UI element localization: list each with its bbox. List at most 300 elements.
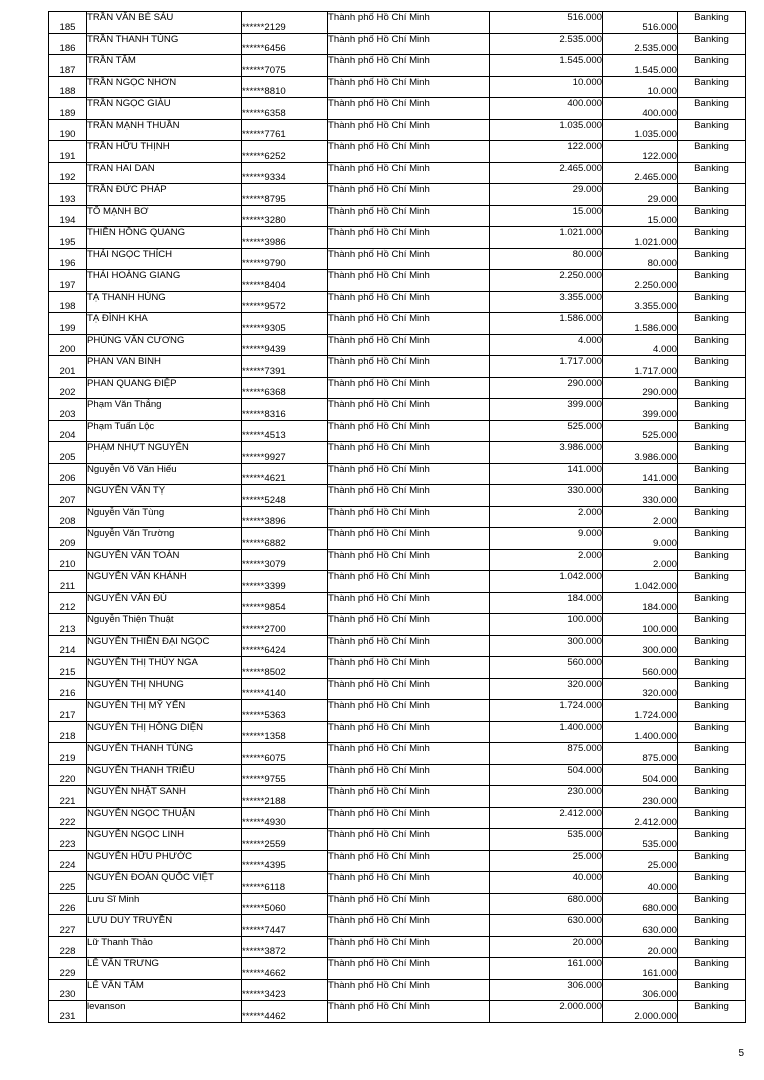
city: Thành phố Hồ Chí Minh [328, 657, 490, 679]
donor-name: LƯU DUY TRUYỀN [87, 915, 242, 937]
city: Thành phố Hồ Chí Minh [328, 313, 490, 335]
donor-name: NGUYỄN THIỀN ĐẠI NGỌC [87, 635, 242, 657]
city: Thành phố Hồ Chí Minh [328, 12, 490, 34]
payment-method: Banking [678, 442, 746, 464]
donor-name: TÔ MẠNH BƠ [87, 205, 242, 227]
amount-confirmed: 100.000 [603, 614, 678, 636]
city: Thành phố Hồ Chí Minh [328, 528, 490, 550]
payment-method: Banking [678, 958, 746, 980]
table-row [49, 334, 746, 356]
amount-confirmed: 10.000 [603, 76, 678, 98]
account-number: ******4395 [242, 850, 328, 872]
table-row [49, 571, 746, 593]
table-row [49, 678, 746, 700]
donor-name: Nguyễn Văn Trường [87, 528, 242, 550]
payment-method: Banking [678, 700, 746, 722]
amount-confirmed: 20.000 [603, 936, 678, 958]
account-number: ******2129 [242, 12, 328, 34]
row-number: 229 [49, 958, 87, 980]
donor-name: PHẠM NHỰT NGUYÊN [87, 442, 242, 464]
city: Thành phố Hồ Chí Minh [328, 571, 490, 593]
payment-method: Banking [678, 184, 746, 206]
amount: 4.000 [490, 334, 603, 356]
amount: 535.000 [490, 829, 603, 851]
city: Thành phố Hồ Chí Minh [328, 915, 490, 937]
account-number: ******3423 [242, 979, 328, 1001]
city: Thành phố Hồ Chí Minh [328, 592, 490, 614]
city: Thành phố Hồ Chí Minh [328, 76, 490, 98]
amount: 2.535.000 [490, 33, 603, 55]
table-row [49, 291, 746, 313]
donor-name: TẠ ĐÌNH KHA [87, 313, 242, 335]
payment-method: Banking [678, 227, 746, 249]
amount: 122.000 [490, 141, 603, 163]
table-row [49, 205, 746, 227]
account-number: ******6252 [242, 141, 328, 163]
payment-method: Banking [678, 119, 746, 141]
row-number: 198 [49, 291, 87, 313]
donor-name: NGUYỄN VĂN ĐÚ [87, 592, 242, 614]
amount: 3.986.000 [490, 442, 603, 464]
account-number: ******8316 [242, 399, 328, 421]
amount-confirmed: 1.717.000 [603, 356, 678, 378]
account-number: ******6456 [242, 33, 328, 55]
table-row [49, 807, 746, 829]
amount-confirmed: 2.250.000 [603, 270, 678, 292]
city: Thành phố Hồ Chí Minh [328, 506, 490, 528]
row-number: 195 [49, 227, 87, 249]
payment-method: Banking [678, 893, 746, 915]
table-row [49, 549, 746, 571]
account-number: ******3280 [242, 205, 328, 227]
amount: 161.000 [490, 958, 603, 980]
amount-confirmed: 141.000 [603, 463, 678, 485]
amount-confirmed: 2.000 [603, 506, 678, 528]
payment-method: Banking [678, 506, 746, 528]
donor-name: NGUYỄN VĂN TỴ [87, 485, 242, 507]
table-row [49, 442, 746, 464]
donor-name: Lữ Thanh Thảo [87, 936, 242, 958]
amount: 1.042.000 [490, 571, 603, 593]
donor-name: Nguyễn Văn Tùng [87, 506, 242, 528]
table-row [49, 936, 746, 958]
city: Thành phố Hồ Chí Minh [328, 420, 490, 442]
table-row [49, 98, 746, 120]
amount-confirmed: 2.465.000 [603, 162, 678, 184]
payment-method: Banking [678, 141, 746, 163]
row-number: 197 [49, 270, 87, 292]
account-number: ******1358 [242, 721, 328, 743]
donor-name: NGUYỄN VĂN TOÀN [87, 549, 242, 571]
city: Thành phố Hồ Chí Minh [328, 893, 490, 915]
amount-confirmed: 3.355.000 [603, 291, 678, 313]
amount-confirmed: 525.000 [603, 420, 678, 442]
table-row [49, 377, 746, 399]
table-row [49, 786, 746, 808]
payment-method: Banking [678, 1001, 746, 1023]
city: Thành phố Hồ Chí Minh [328, 98, 490, 120]
account-number: ******3896 [242, 506, 328, 528]
amount-confirmed: 184.000 [603, 592, 678, 614]
amount-confirmed: 15.000 [603, 205, 678, 227]
donor-name: TRẦN THANH TÙNG [87, 33, 242, 55]
table-row [49, 76, 746, 98]
city: Thành phố Hồ Chí Minh [328, 291, 490, 313]
amount-confirmed: 535.000 [603, 829, 678, 851]
city: Thành phố Hồ Chí Minh [328, 786, 490, 808]
donor-name: NGUYỄN THANH TRIỀU [87, 764, 242, 786]
amount: 2.000 [490, 506, 603, 528]
row-number: 204 [49, 420, 87, 442]
amount-confirmed: 2.000.000 [603, 1001, 678, 1023]
account-number: ******6882 [242, 528, 328, 550]
account-number: ******7447 [242, 915, 328, 937]
amount-confirmed: 2.000 [603, 549, 678, 571]
table-row [49, 248, 746, 270]
account-number: ******4930 [242, 807, 328, 829]
table-row [49, 119, 746, 141]
table-row [49, 356, 746, 378]
amount: 400.000 [490, 98, 603, 120]
amount: 80.000 [490, 248, 603, 270]
payment-method: Banking [678, 807, 746, 829]
account-number: ******9439 [242, 334, 328, 356]
amount-confirmed: 1.035.000 [603, 119, 678, 141]
table-row [49, 829, 746, 851]
table-row [49, 162, 746, 184]
row-number: 188 [49, 76, 87, 98]
city: Thành phố Hồ Chí Minh [328, 119, 490, 141]
row-number: 211 [49, 571, 87, 593]
city: Thành phố Hồ Chí Minh [328, 979, 490, 1001]
payment-method: Banking [678, 528, 746, 550]
table-row [49, 55, 746, 77]
table-row [49, 614, 746, 636]
amount: 2.000.000 [490, 1001, 603, 1023]
amount-confirmed: 400.000 [603, 98, 678, 120]
account-number: ******9334 [242, 162, 328, 184]
account-number: ******6075 [242, 743, 328, 765]
city: Thành phố Hồ Chí Minh [328, 872, 490, 894]
account-number: ******6118 [242, 872, 328, 894]
table-row [49, 33, 746, 55]
amount: 40.000 [490, 872, 603, 894]
row-number: 202 [49, 377, 87, 399]
row-number: 186 [49, 33, 87, 55]
city: Thành phố Hồ Chí Minh [328, 463, 490, 485]
row-number: 192 [49, 162, 87, 184]
amount-confirmed: 504.000 [603, 764, 678, 786]
table-row [49, 764, 746, 786]
account-number: ******4462 [242, 1001, 328, 1023]
amount: 15.000 [490, 205, 603, 227]
donor-name: LÊ VĂN TRƯNG [87, 958, 242, 980]
payment-method: Banking [678, 872, 746, 894]
payment-method: Banking [678, 678, 746, 700]
row-number: 187 [49, 55, 87, 77]
account-number: ******3986 [242, 227, 328, 249]
amount: 2.465.000 [490, 162, 603, 184]
amount-confirmed: 630.000 [603, 915, 678, 937]
account-number: ******6358 [242, 98, 328, 120]
city: Thành phố Hồ Chí Minh [328, 162, 490, 184]
row-number: 217 [49, 700, 87, 722]
amount-confirmed: 875.000 [603, 743, 678, 765]
amount-confirmed: 306.000 [603, 979, 678, 1001]
account-number: ******9790 [242, 248, 328, 270]
donor-name: Lưu Sĩ Minh [87, 893, 242, 915]
amount-confirmed: 2.535.000 [603, 33, 678, 55]
donor-name: TRẦN NGỌC NHƠN [87, 76, 242, 98]
account-number: ******2559 [242, 829, 328, 851]
table-row [49, 528, 746, 550]
donor-name: PHÙNG VĂN CƯƠNG [87, 334, 242, 356]
table-row [49, 872, 746, 894]
row-number: 207 [49, 485, 87, 507]
row-number: 222 [49, 807, 87, 829]
account-number: ******4662 [242, 958, 328, 980]
donor-name: Phạm Văn Thắng [87, 399, 242, 421]
donor-name: Phạm Tuấn Lộc [87, 420, 242, 442]
amount-confirmed: 122.000 [603, 141, 678, 163]
table-row [49, 721, 746, 743]
account-number: ******9305 [242, 313, 328, 335]
account-number: ******3399 [242, 571, 328, 593]
row-number: 214 [49, 635, 87, 657]
amount-confirmed: 560.000 [603, 657, 678, 679]
account-number: ******5060 [242, 893, 328, 915]
amount-confirmed: 29.000 [603, 184, 678, 206]
amount: 680.000 [490, 893, 603, 915]
row-number: 215 [49, 657, 87, 679]
amount-confirmed: 1.724.000 [603, 700, 678, 722]
table-row [49, 12, 746, 34]
amount-confirmed: 1.400.000 [603, 721, 678, 743]
donor-name: TRẦN VĂN BÉ SÁU [87, 12, 242, 34]
table-row [49, 141, 746, 163]
city: Thành phố Hồ Chí Minh [328, 721, 490, 743]
table-row [49, 700, 746, 722]
amount-confirmed: 399.000 [603, 399, 678, 421]
city: Thành phố Hồ Chí Minh [328, 829, 490, 851]
city: Thành phố Hồ Chí Minh [328, 485, 490, 507]
account-number: ******7391 [242, 356, 328, 378]
row-number: 205 [49, 442, 87, 464]
account-number: ******3079 [242, 549, 328, 571]
amount: 184.000 [490, 592, 603, 614]
amount: 399.000 [490, 399, 603, 421]
payment-method: Banking [678, 614, 746, 636]
amount-confirmed: 290.000 [603, 377, 678, 399]
row-number: 203 [49, 399, 87, 421]
city: Thành phố Hồ Chí Minh [328, 743, 490, 765]
row-number: 206 [49, 463, 87, 485]
donor-name: THÁI NGỌC THÍCH [87, 248, 242, 270]
city: Thành phố Hồ Chí Minh [328, 227, 490, 249]
amount: 25.000 [490, 850, 603, 872]
donor-name: NGUYỄN THỊ HỒNG DIỆN [87, 721, 242, 743]
payment-method: Banking [678, 743, 746, 765]
account-number: ******5248 [242, 485, 328, 507]
payment-method: Banking [678, 936, 746, 958]
row-number: 191 [49, 141, 87, 163]
row-number: 227 [49, 915, 87, 937]
payment-method: Banking [678, 313, 746, 335]
amount: 516.000 [490, 12, 603, 34]
row-number: 221 [49, 786, 87, 808]
payment-method: Banking [678, 205, 746, 227]
city: Thành phố Hồ Chí Minh [328, 936, 490, 958]
amount: 1.545.000 [490, 55, 603, 77]
city: Thành phố Hồ Chí Minh [328, 958, 490, 980]
donor-name: Nguyễn Võ Văn Hiếu [87, 463, 242, 485]
row-number: 223 [49, 829, 87, 851]
amount-confirmed: 1.545.000 [603, 55, 678, 77]
amount-confirmed: 2.412.000 [603, 807, 678, 829]
donor-name: LÊ VĂN TÂM [87, 979, 242, 1001]
payment-method: Banking [678, 33, 746, 55]
city: Thành phố Hồ Chí Minh [328, 549, 490, 571]
city: Thành phố Hồ Chí Minh [328, 184, 490, 206]
city: Thành phố Hồ Chí Minh [328, 807, 490, 829]
amount-confirmed: 161.000 [603, 958, 678, 980]
row-number: 216 [49, 678, 87, 700]
amount: 330.000 [490, 485, 603, 507]
table-row [49, 420, 746, 442]
amount: 290.000 [490, 377, 603, 399]
row-number: 185 [49, 12, 87, 34]
row-number: 189 [49, 98, 87, 120]
row-number: 225 [49, 872, 87, 894]
account-number: ******8502 [242, 657, 328, 679]
payment-method: Banking [678, 850, 746, 872]
row-number: 220 [49, 764, 87, 786]
payment-method: Banking [678, 377, 746, 399]
amount: 1.724.000 [490, 700, 603, 722]
account-number: ******4140 [242, 678, 328, 700]
row-number: 194 [49, 205, 87, 227]
donor-name: NGUYỄN NGỌC LINH [87, 829, 242, 851]
amount: 100.000 [490, 614, 603, 636]
amount-confirmed: 680.000 [603, 893, 678, 915]
row-number: 209 [49, 528, 87, 550]
payment-method: Banking [678, 786, 746, 808]
payment-method: Banking [678, 915, 746, 937]
row-number: 201 [49, 356, 87, 378]
payment-method: Banking [678, 248, 746, 270]
amount-confirmed: 40.000 [603, 872, 678, 894]
city: Thành phố Hồ Chí Minh [328, 356, 490, 378]
amount: 306.000 [490, 979, 603, 1001]
table-row [49, 743, 746, 765]
account-number: ******6368 [242, 377, 328, 399]
donor-name: Nguyễn Thiện Thuật [87, 614, 242, 636]
donor-name: PHAN QUANG ĐIỆP [87, 377, 242, 399]
donor-name: TRẦN MẠNH THUẦN [87, 119, 242, 141]
table-row [49, 979, 746, 1001]
amount: 3.355.000 [490, 291, 603, 313]
row-number: 193 [49, 184, 87, 206]
table-row [49, 485, 746, 507]
amount: 1.717.000 [490, 356, 603, 378]
table-row [49, 958, 746, 980]
amount: 1.021.000 [490, 227, 603, 249]
payment-method: Banking [678, 162, 746, 184]
payment-method: Banking [678, 829, 746, 851]
donor-name: NGUYỄN THỊ MỸ YẾN [87, 700, 242, 722]
payment-method: Banking [678, 270, 746, 292]
row-number: 208 [49, 506, 87, 528]
city: Thành phố Hồ Chí Minh [328, 614, 490, 636]
city: Thành phố Hồ Chí Minh [328, 678, 490, 700]
account-number: ******8404 [242, 270, 328, 292]
city: Thành phố Hồ Chí Minh [328, 635, 490, 657]
city: Thành phố Hồ Chí Minh [328, 33, 490, 55]
city: Thành phố Hồ Chí Minh [328, 141, 490, 163]
amount-confirmed: 80.000 [603, 248, 678, 270]
donor-name: TRAN HAI DAN [87, 162, 242, 184]
table-row [49, 850, 746, 872]
payment-method: Banking [678, 764, 746, 786]
row-number: 228 [49, 936, 87, 958]
account-number: ******7761 [242, 119, 328, 141]
amount: 1.400.000 [490, 721, 603, 743]
donor-name: NGUYỄN VĂN KHÁNH [87, 571, 242, 593]
donation-table-body [49, 12, 746, 1023]
amount-confirmed: 1.021.000 [603, 227, 678, 249]
amount-confirmed: 4.000 [603, 334, 678, 356]
payment-method: Banking [678, 592, 746, 614]
amount: 230.000 [490, 786, 603, 808]
payment-method: Banking [678, 399, 746, 421]
amount-confirmed: 230.000 [603, 786, 678, 808]
account-number: ******9854 [242, 592, 328, 614]
amount: 320.000 [490, 678, 603, 700]
account-number: ******8795 [242, 184, 328, 206]
row-number: 213 [49, 614, 87, 636]
payment-method: Banking [678, 463, 746, 485]
donor-name: levanson [87, 1001, 242, 1023]
account-number: ******5363 [242, 700, 328, 722]
amount: 9.000 [490, 528, 603, 550]
row-number: 219 [49, 743, 87, 765]
account-number: ******2188 [242, 786, 328, 808]
amount: 29.000 [490, 184, 603, 206]
payment-method: Banking [678, 291, 746, 313]
amount-confirmed: 1.042.000 [603, 571, 678, 593]
table-row [49, 270, 746, 292]
table-row [49, 399, 746, 421]
donor-name: TRẦN HỮU THỊNH [87, 141, 242, 163]
row-number: 190 [49, 119, 87, 141]
row-number: 231 [49, 1001, 87, 1023]
donor-name: NGUYỄN THỊ NHUNG [87, 678, 242, 700]
donor-name: TRẦN NGỌC GIÀU [87, 98, 242, 120]
account-number: ******9755 [242, 764, 328, 786]
city: Thành phố Hồ Chí Minh [328, 248, 490, 270]
table-row [49, 657, 746, 679]
city: Thành phố Hồ Chí Minh [328, 700, 490, 722]
row-number: 210 [49, 549, 87, 571]
payment-method: Banking [678, 635, 746, 657]
amount: 20.000 [490, 936, 603, 958]
donor-name: NGUYỄN NGỌC THUẬN [87, 807, 242, 829]
account-number: ******4621 [242, 463, 328, 485]
amount-confirmed: 320.000 [603, 678, 678, 700]
amount: 2.250.000 [490, 270, 603, 292]
row-number: 230 [49, 979, 87, 1001]
amount-confirmed: 300.000 [603, 635, 678, 657]
